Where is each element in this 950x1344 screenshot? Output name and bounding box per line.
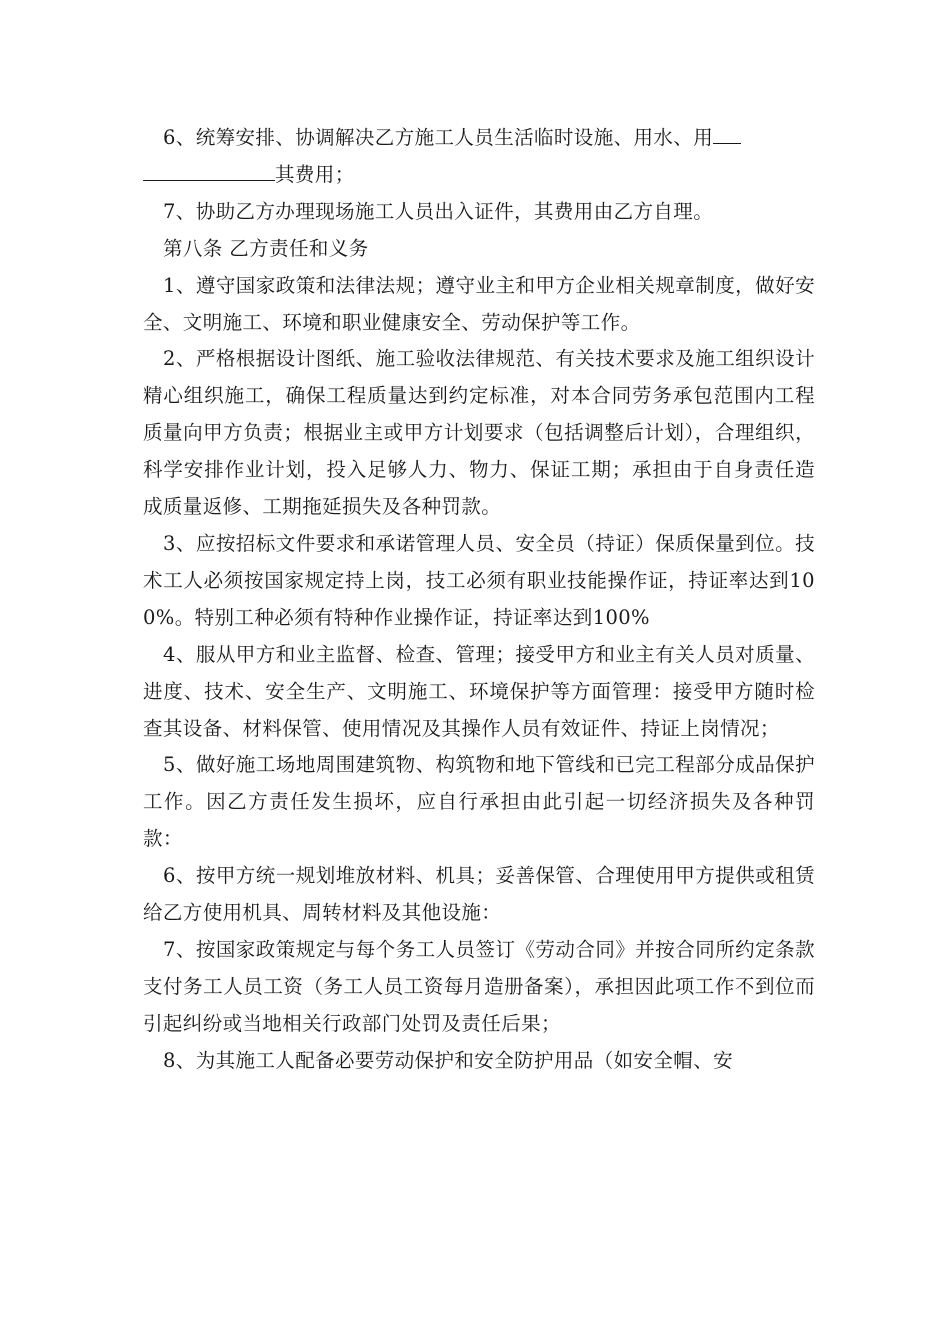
paragraph-item-7: 7、协助乙方办理现场施工人员出入证件，其费用由乙方自理。 [163,199,714,223]
fill-in-blank [713,123,741,144]
clause-item-1: 1、遵守国家政策和法律法规；遵守业主和甲方企业相关规章制度，做好安全、文明施工、环境和职业健康安全、劳动保护等工作。 [143,273,815,334]
clause-item-5: 5、做好施工场地周围建筑物、构筑物和地下管线和已完工程部分成品保护工作。因乙方责任发生损坏，应自行承担由此引起一切经济损失及各种罚款： [143,753,815,851]
fill-in-blank [143,159,275,180]
paragraph-item-6 [143,120,815,194]
clause-item-6: 6、按甲方统一规划堆放材料、机具；妥善保管、合理使用甲方提供或租赁给乙方使用机具、周转材料及其他设施： [143,864,815,925]
clause-item-3: 3、应按招标文件要求和承诺管理人员、安全员（持证）保质保量到位。技术工人必须按国家规定持上岗，技工必须有职业技能操作证，持证率达到100%。特别工种必须有特种作业操作证，持证率达到100% [143,531,815,629]
section-heading: 第八条 乙方责任和义务 [163,236,369,260]
paragraph-text: 其费用； [275,162,355,186]
clause-item-4: 4、服从甲方和业主监督、检查、管理；接受甲方和业主有关人员对质量、进度、技术、安全生产、文明施工、环境保护等方面管理：接受甲方随时检查其设备、材料保管、使用情况及其操作人员有效证件、持证上岗情况； [143,642,815,740]
document-body [143,120,815,1080]
clause-item-2: 2、严格根据设计图纸、施工验收法律规范、有关技术要求及施工组织设计精心组织施工，确保工程质量达到约定标准，对本合同劳务承包范围内工程质量向甲方负责；根据业主或甲方计划要求（包括调整后计划），合理组织，科学安排作业计划，投入足够人力、物力、保证工期；承担由于自身责任造成质量返修、工期拖延损失及各种罚款。 [143,347,815,519]
clause-item-8: 8、为其施工人配备必要劳动保护和安全防护用品（如安全帽、安 [163,1048,734,1072]
paragraph-text: 6、统筹安排、协调解决乙方施工人员生活临时设施、用水、用 [163,126,714,149]
clause-item-7: 7、按国家政策规定与每个务工人员签订《劳动合同》并按合同所约定条款支付务工人员工资（务工人员工资每月造册备案），承担因此项工作不到位而引起纠纷或当地相关行政部门处罚及责任后果； [143,937,815,1035]
